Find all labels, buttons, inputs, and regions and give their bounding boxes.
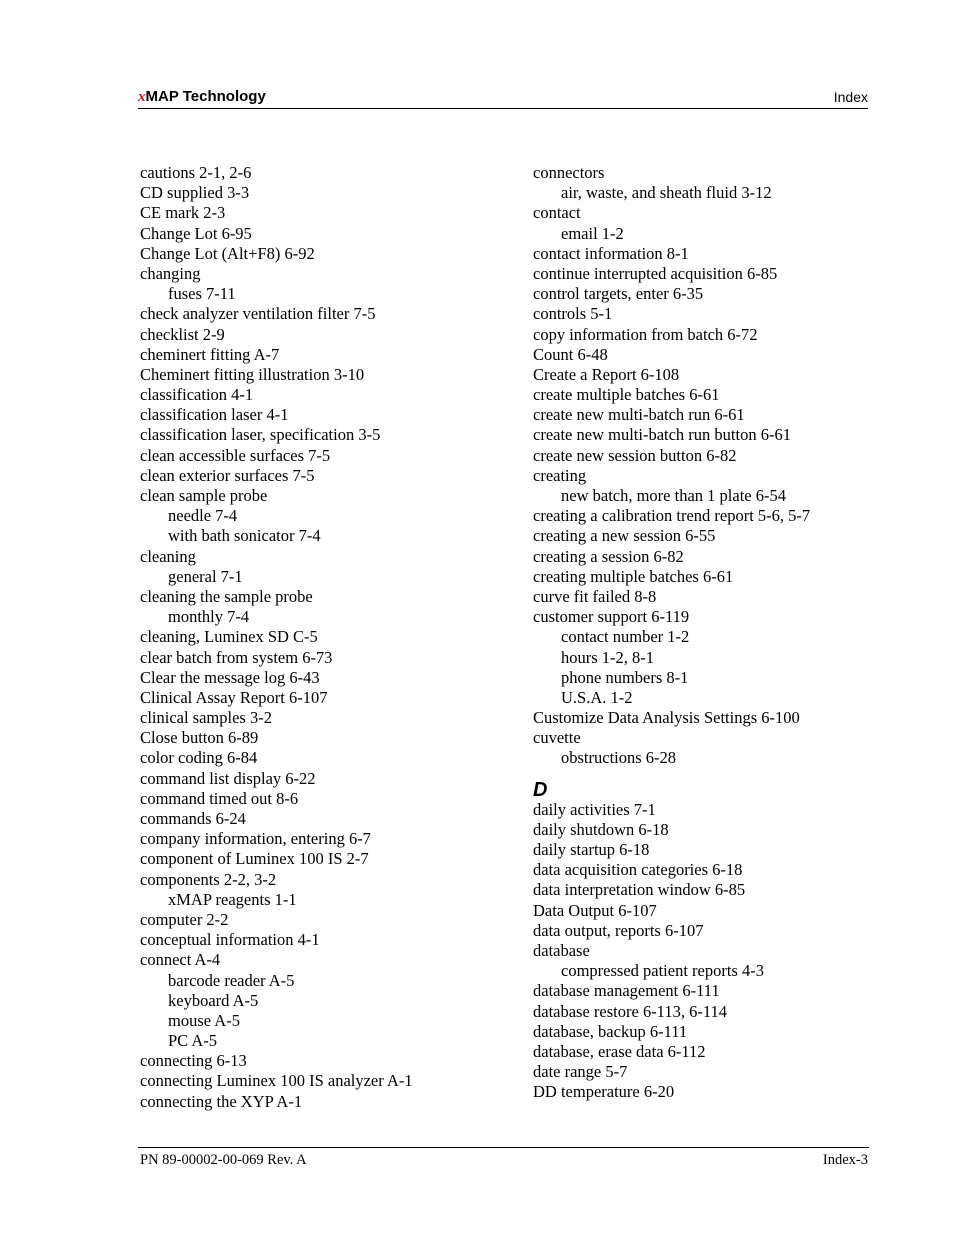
index-entry: Clinical Assay Report 6-107 [140,687,328,707]
index-entry: database, erase data 6-112 [533,1041,706,1061]
index-subentry: U.S.A. 1-2 [561,687,633,707]
index-entry: Close button 6-89 [140,728,259,748]
index-entry: clean sample probe [140,486,268,505]
index-entry: company information, entering 6-7 [140,829,371,849]
index-entry: creating multiple batches 6-61 [533,566,734,586]
index-entry: daily startup 6-18 [533,840,650,859]
index-entry: database management 6-111 [533,981,720,1001]
index-entry: daily activities 7-1 [533,799,656,819]
index-section-d [533,800,913,1103]
index-entry: customer support 6-119 [533,607,690,627]
index-subentry: compressed patient reports 4-3 [561,961,764,981]
index-entry: Cheminert fitting illustration 3-10 [140,364,365,384]
index-entry: changing [140,263,201,283]
index-subentry: obstructions 6-28 [561,748,677,768]
index-entry: clean accessible surfaces 7-5 [140,445,331,465]
index-entry: Create a Report 6-108 [533,364,680,384]
index-entry: color coding 6-84 [140,748,258,768]
index-subentry: mouse A-5 [168,1010,240,1030]
page-header [138,86,868,108]
header-rule [138,108,868,109]
index-entry: data output, reports 6-107 [533,920,704,940]
index-subentry: contact number 1-2 [561,627,690,647]
index-entry: cuvette [533,728,581,748]
index-entry: cautions 2-1, 2-6 [140,163,252,182]
index-subentry: air, waste, and sheath fluid 3-12 [561,183,772,203]
index-entry: connecting 6-13 [140,1051,247,1071]
index-entry: create new multi-batch run button 6-61 [533,425,791,445]
index-entry: CE mark 2-3 [140,203,226,223]
index-entry: data interpretation window 6-85 [533,880,746,900]
index-subentry: with bath sonicator 7-4 [168,526,321,546]
index-entry: continue interrupted acquisition 6-85 [533,263,778,283]
index-subentry: new batch, more than 1 plate 6-54 [561,486,786,505]
part-number: PN 89-00002-00-069 Rev. A [140,1152,307,1168]
footer-rule [138,1147,869,1148]
index-entry: Count 6-48 [533,344,608,364]
index-entry: data acquisition categories 6-18 [533,860,743,880]
index-subentry: fuses 7-11 [168,284,236,304]
index-entry: classification 4-1 [140,385,254,405]
index-entry: cleaning the sample probe [140,586,313,606]
index-entry: database restore 6-113, 6-114 [533,1001,727,1021]
index-entry: classification laser, specification 3-5 [140,425,381,445]
index-entry: create multiple batches 6-61 [533,385,720,405]
index-entry: Change Lot (Alt+F8) 6-92 [140,243,315,263]
index-entry: DD temperature 6-20 [533,1082,675,1102]
index-entry: copy information from batch 6-72 [533,324,758,344]
brand-logo [138,88,266,106]
index-entry: creating a session 6-82 [533,546,684,566]
index-entry: creating a calibration trend report 5-6, 5-7 [533,506,811,526]
index-entry: Customize Data Analysis Settings 6-100 [533,708,800,728]
section-title: Index [833,89,868,105]
index-entry: classification laser 4-1 [140,405,289,425]
index-entry: cleaning, Luminex SD C-5 [140,627,318,647]
index-entry: clinical samples 3-2 [140,708,272,728]
index-entry: contact information 8-1 [533,243,689,263]
index-entry: database [533,940,590,960]
index-column-left [140,163,520,1112]
index-entry: check analyzer ventilation filter 7-5 [140,304,376,324]
index-entry: CD supplied 3-3 [140,183,250,203]
brand-prefix: x [138,89,146,105]
index-entry: Clear the message log 6-43 [140,667,320,687]
index-entry: components 2-2, 3-2 [140,869,277,889]
index-entry: computer 2-2 [140,909,229,929]
index-entry: database, backup 6-111 [533,1021,688,1041]
section-letter-d: D [533,778,548,801]
index-entry: connect A-4 [140,950,221,970]
index-subentry: phone numbers 8-1 [561,667,689,687]
index-entry: connecting the XYP A-1 [140,1091,303,1111]
index-entry: command timed out 8-6 [140,788,299,808]
index-entry: controls 5-1 [533,304,613,324]
index-subentry: keyboard A-5 [168,990,259,1010]
index-subentry: hours 1-2, 8-1 [561,647,655,667]
index-entry: create new session button 6-82 [533,445,737,465]
index-subentry: xMAP reagents 1-1 [168,889,297,909]
index-entry: contact [533,203,581,223]
index-entry: checklist 2-9 [140,324,225,344]
index-entry: commands 6-24 [140,809,246,828]
index-entry: date range 5-7 [533,1062,628,1082]
index-entry: clean exterior surfaces 7-5 [140,465,315,485]
index-entry: conceptual information 4-1 [140,930,320,950]
page-number: Index-3 [822,1152,868,1168]
index-entry: control targets, enter 6-35 [533,284,704,304]
index-subentry: monthly 7-4 [168,607,250,627]
index-entry: cleaning [140,546,196,566]
index-entry: component of Luminex 100 IS 2-7 [140,849,369,869]
index-entry: connecting Luminex 100 IS analyzer A-1 [140,1071,413,1091]
index-entry: daily shutdown 6-18 [533,819,669,839]
brand-name: MAP Technology [145,88,266,105]
index-entry: clear batch from system 6-73 [140,647,333,667]
index-entry: command list display 6-22 [140,768,316,788]
index-entry: Change Lot 6-95 [140,223,252,243]
index-entry: creating a new session 6-55 [533,526,716,546]
index-subentry: needle 7-4 [168,506,238,526]
index-entry: cheminert fitting A-7 [140,344,280,364]
index-subentry: general 7-1 [168,566,243,586]
index-entry: creating [533,465,587,485]
index-subentry: email 1-2 [561,223,624,243]
index-entry: curve fit failed 8-8 [533,586,657,606]
index-subentry: PC A-5 [168,1031,218,1051]
index-subentry: barcode reader A-5 [168,970,295,990]
index-entry: create new multi-batch run 6-61 [533,405,745,425]
index-entry: Data Output 6-107 [533,900,657,920]
index-entry: connectors [533,163,605,182]
index-section-c-continued [533,163,913,769]
index-column-right [533,163,913,1102]
